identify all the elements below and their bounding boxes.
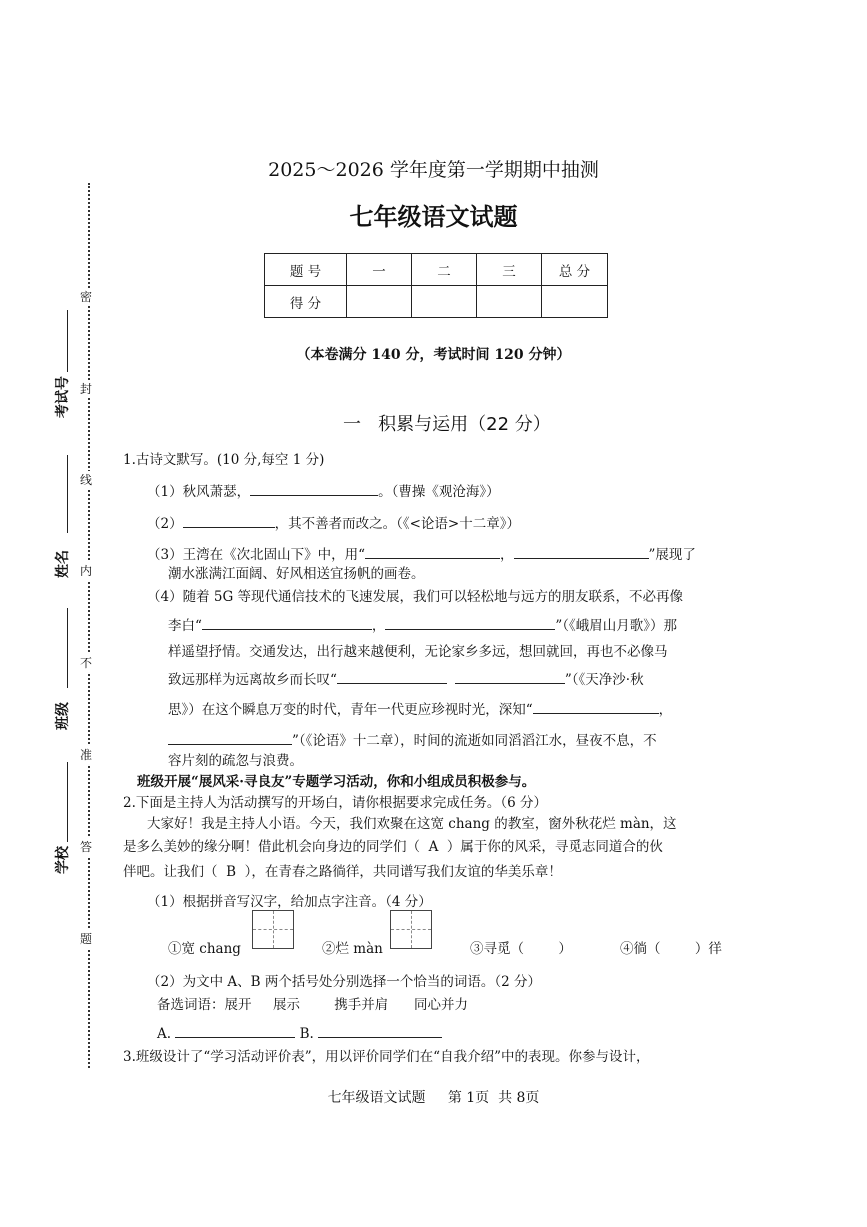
score-input-cell[interactable] [477,286,542,318]
pinyin-item-3[interactable]: ③寻觅（ ） [470,941,572,957]
q1-title: 1.古诗文默写。(10 分,每空 1 分) [123,452,325,468]
q1-item3-pre: （3）王湾在《次北固山下》中，用“ [147,547,365,563]
writing-grid-box[interactable] [390,910,432,949]
seal-char: 准 [80,748,93,762]
q1-item4-l2-post: ”（《峨眉山月歌》）那 [555,618,678,634]
field-label-school: 学校 [55,846,71,874]
q1-item4-line4 [168,668,644,688]
q1-item4-line5 [168,698,672,718]
q1-item2-post: ，其不善者而改之。（《<论语>十二章》） [274,516,520,532]
q2-title: 2.下面是主持人为活动撰写的开场白，请你根据要求完成任务。（6 分） [123,795,548,811]
q2-answer-row [157,1025,442,1042]
field-line-school[interactable] [67,762,68,842]
answer-blank[interactable] [168,732,292,745]
q2-word-options: 备选词语：展开 展示 携手并肩 同心并力 [157,997,469,1013]
answer-blank[interactable] [365,546,500,559]
q1-item4-l5-post: ， [658,702,673,718]
score-header-cell: 一 [347,254,412,286]
q1-item1-post: 。（曹操《观沧海》） [378,484,500,500]
score-header-cell: 总 分 [542,254,608,286]
q1-item4-l2-mid: ， [371,618,386,634]
answer-blank[interactable] [183,515,275,528]
q1-item4-line1: （4）随着 5G 等现代通信技术的飞速发展，我们可以轻松地与远方的朋友联系，不必再像 [147,589,684,605]
exam-subtitle: 七年级语文试题 [349,203,518,231]
answer-blank[interactable] [250,483,378,496]
exam-note: （本卷满分 140 分，考试时间 120 分钟） [296,347,571,363]
q2-paragraph-line3: 伴吧。让我们（ B ），在青春之路徜徉，共同谱写我们友谊的华美乐章！ [123,864,562,880]
answer-blank[interactable] [385,617,555,630]
score-input-cell[interactable] [412,286,477,318]
q1-item1-pre: （1）秋风萧瑟， [147,484,251,500]
q1-item3-mid: ， [500,547,514,563]
field-line-class[interactable] [67,608,68,688]
answer-a-blank[interactable] [175,1025,295,1038]
q2-paragraph-line2: 是多么美妙的缘分啊！借此机会向身边的同学们（ A ）属于你的风采，寻觅志同道合的伙 [123,839,663,855]
q1-item4-l6-post: ”（《论语》十二章），时间的流逝如同滔滔江水，昼夜不息，不 [292,733,657,749]
field-label-class: 班级 [55,702,71,730]
score-header-cell: 三 [477,254,542,286]
activity-intro: 班级开展“展风采·寻良友”专题学习活动，你和小组成员积极参与。 [137,774,536,790]
pinyin-item-1: ①宽 chang [168,941,241,957]
field-line-name[interactable] [67,455,68,533]
seal-char: 线 [80,473,93,487]
q1-item4-l5-pre: 思》）在这个瞬息万变的时代，青年一代更应珍视时光，深知“ [168,702,533,718]
score-header-cell: 二 [412,254,477,286]
seal-char: 题 [80,932,93,946]
q1-item2 [147,512,520,532]
q1-item4-line7: 容片刻的疏忽与浪费。 [168,753,303,769]
score-row-label: 得 分 [265,286,347,318]
field-label-exam-number: 考试号 [55,376,71,418]
q1-item3-post: ”展现了 [648,547,696,563]
pinyin-item-2: ②烂 màn [322,941,383,957]
seal-char: 内 [80,564,93,578]
score-input-cell[interactable] [347,286,412,318]
score-table [264,253,608,318]
q1-item4-line3: 样遥望抒情。交通发达，出行越来越便利，无论家乡多远，想回就回，再也不必像马 [168,644,668,660]
q1-item2-pre: （2） [147,516,183,532]
score-header-cell: 题 号 [265,254,347,286]
writing-grid-box[interactable] [252,910,294,949]
q1-item3 [147,543,696,563]
q1-item4-l2-pre: 李白“ [168,618,202,634]
q1-item4-line2 [168,614,677,634]
answer-blank[interactable] [455,671,565,684]
answer-b-label: B. [299,1026,314,1042]
q1-item3-line2: 潮水涨满江面阔、好风相送宜扬帆的画卷。 [168,566,425,582]
seal-char: 不 [80,656,93,670]
exam-title: 2025～2026 学年度第一学期期中抽测 [268,159,599,181]
seal-char: 封 [80,382,93,396]
q3-title: 3.班级设计了“学习活动评价表”，用以评价同学们在“自我介绍”中的表现。你参与设计， [123,1049,650,1065]
pinyin-item-4[interactable]: ④徜（ ）徉 [620,941,722,957]
q2-paragraph-line1: 大家好！我是主持人小语。今天，我们欢聚在这宽 chang 的教室，窗外秋花烂 màn，这 [147,816,677,832]
q2-sub1: （1）根据拼音写汉字，给加点字注音。（4 分） [147,894,432,910]
seal-char: 密 [80,290,93,304]
q1-item4-line6 [168,729,657,749]
score-input-cell[interactable] [542,286,608,318]
q1-item4-l4-post: ”（《天净沙·秋 [564,672,644,688]
field-label-name: 姓名 [55,550,71,578]
answer-blank[interactable] [202,617,372,630]
answer-b-blank[interactable] [318,1025,442,1038]
answer-blank[interactable] [514,546,649,559]
answer-blank[interactable] [337,671,447,684]
answer-blank[interactable] [533,701,659,714]
seal-char: 答 [80,840,93,854]
q2-sub2: （2）为文中 A、B 两个括号处分别选择一个恰当的词语。（2 分） [147,974,541,990]
page-footer: 七年级语文试题 第 1页 共 8页 [327,1090,540,1106]
answer-a-label: A. [157,1026,172,1042]
q1-item1 [147,480,500,500]
section-heading: 一 积累与运用（22 分） [343,414,551,435]
q1-item4-l4-pre: 致远那样为远离故乡而长叹“ [168,672,337,688]
